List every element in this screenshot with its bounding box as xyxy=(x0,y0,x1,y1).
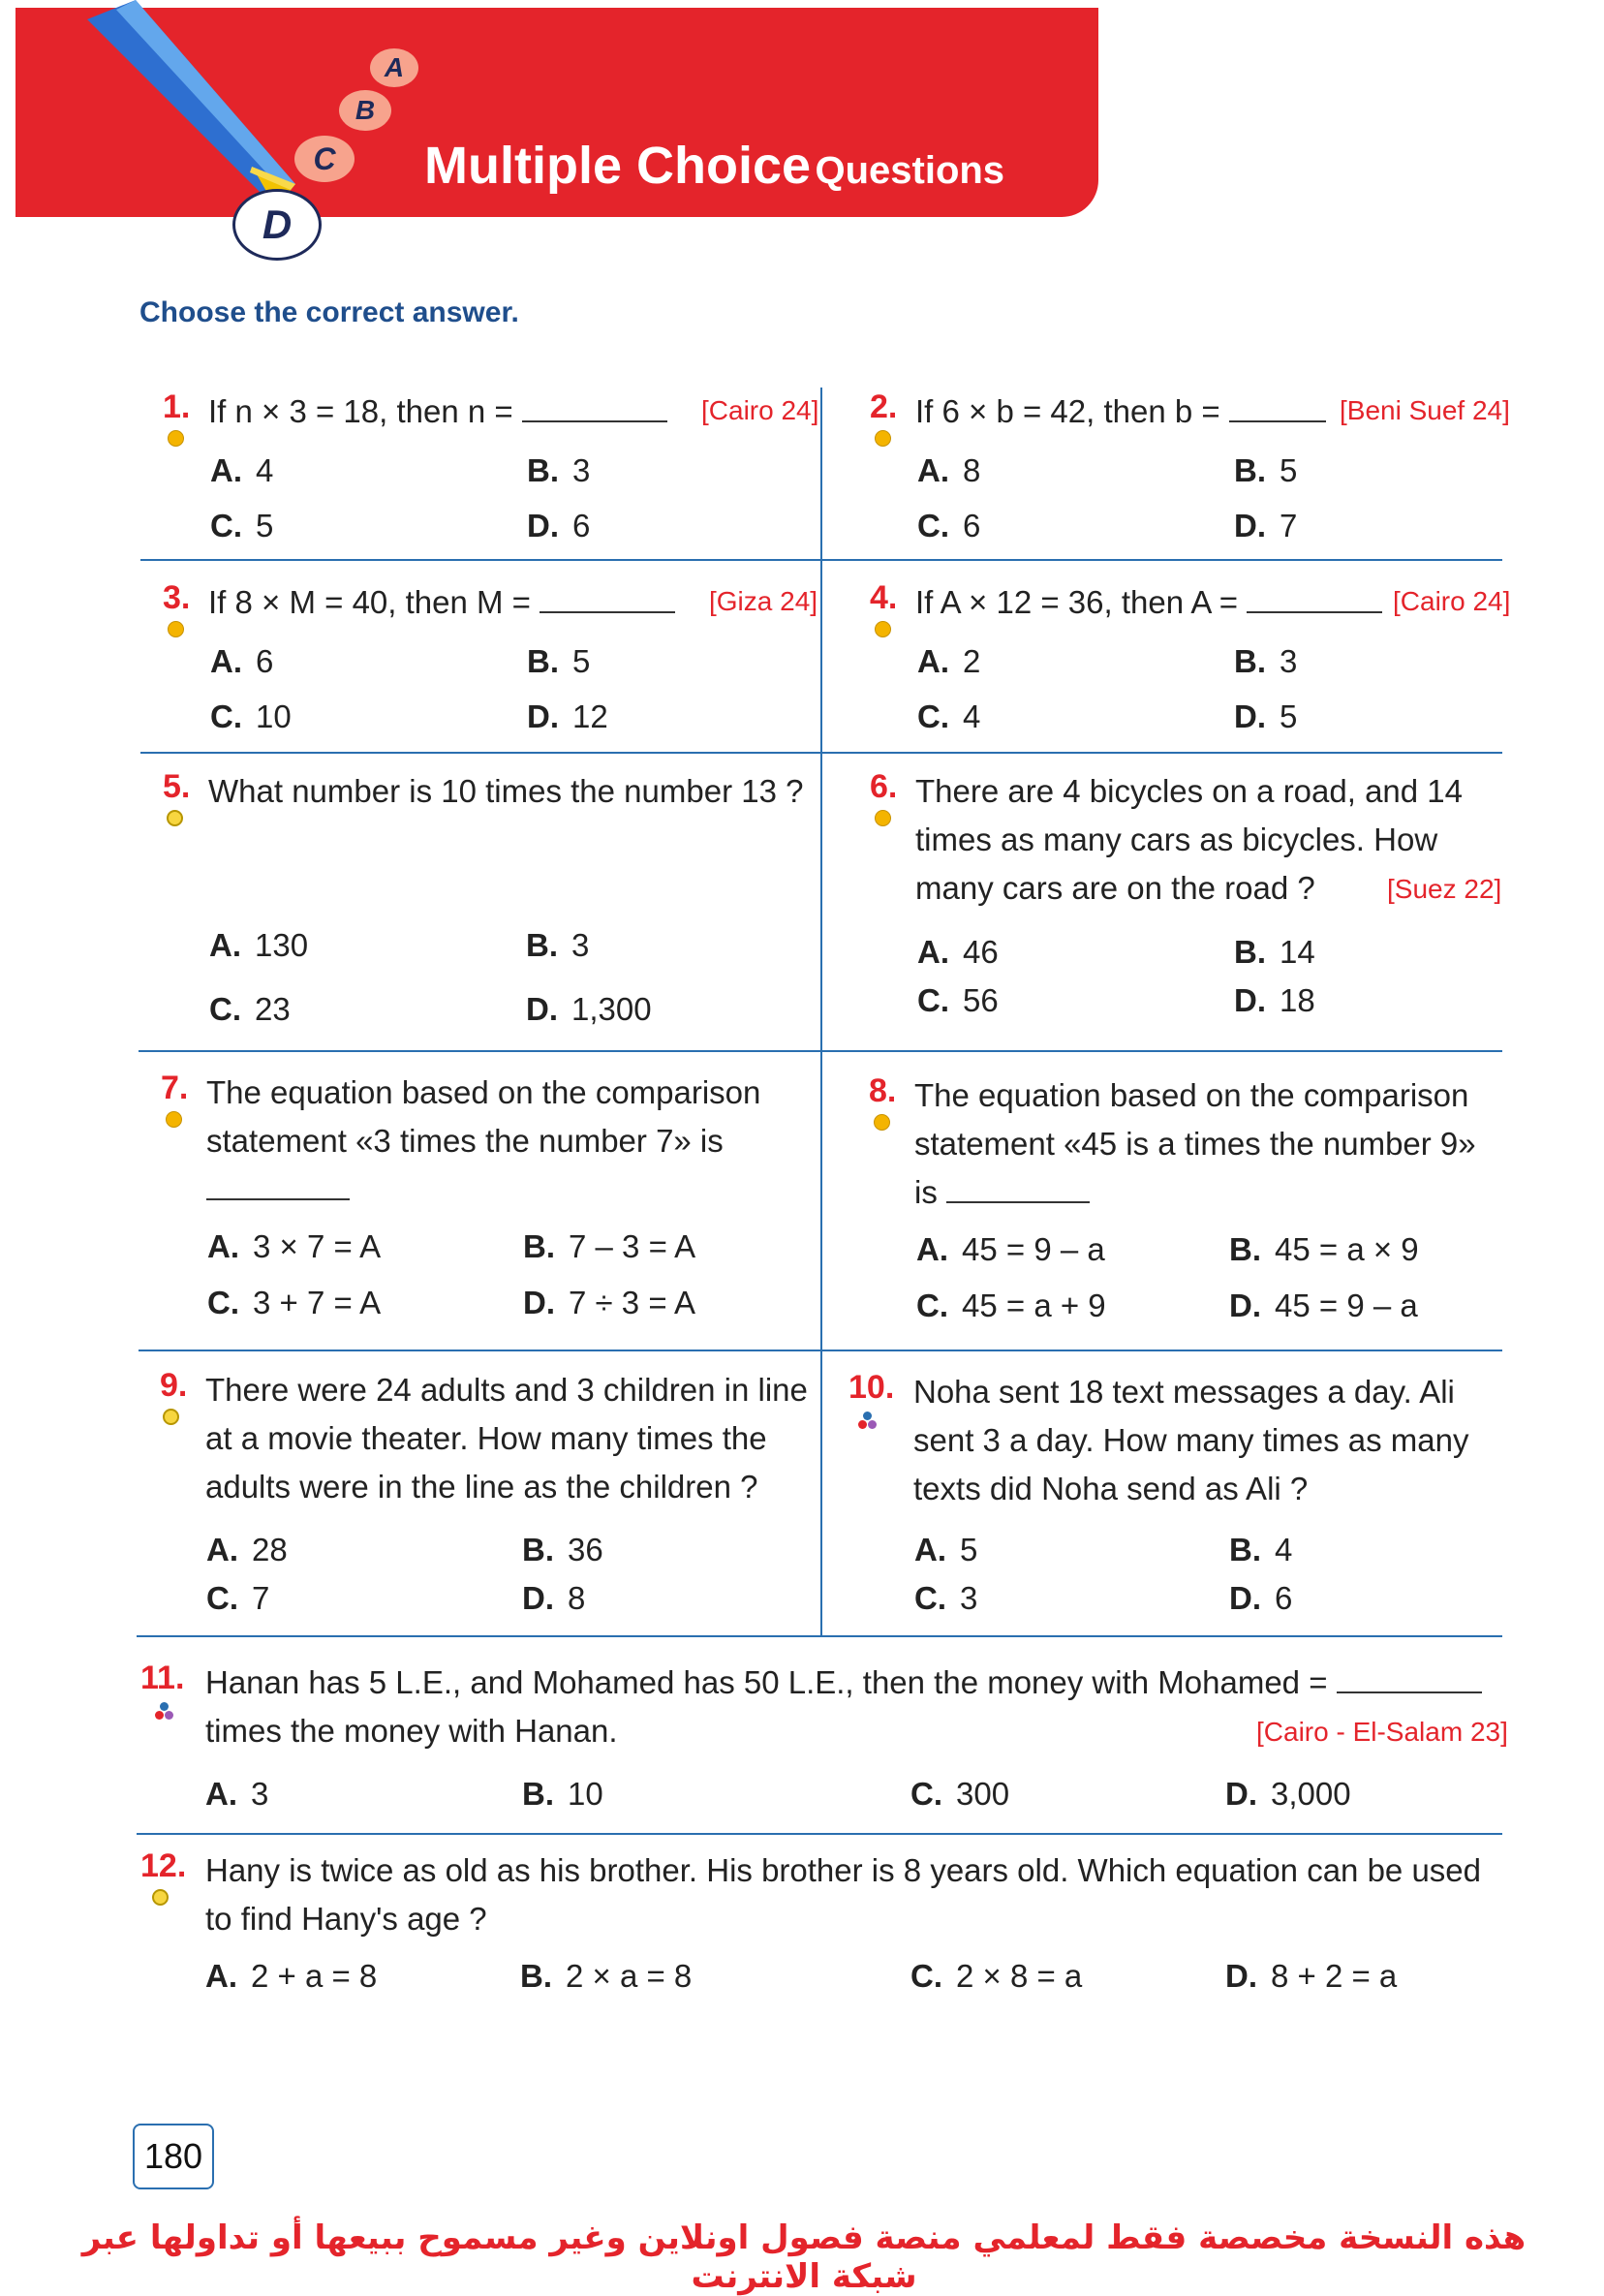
question-number: 11. xyxy=(140,1660,185,1696)
option-c[interactable]: C. 10 xyxy=(210,698,292,734)
question-number: 5. xyxy=(163,768,191,805)
option-a[interactable]: A. 130 xyxy=(209,927,309,963)
option-d[interactable]: D. 8 xyxy=(522,1580,586,1616)
question-number: 3. xyxy=(163,579,191,616)
question-text: Hanan has 5 L.E., and Mohamed has 50 L.E., then the money with Mohamed = xyxy=(205,1659,1482,1707)
question-marker-dot xyxy=(167,810,183,826)
row-divider xyxy=(139,1050,1502,1052)
question-5 xyxy=(163,767,812,1039)
row-divider xyxy=(137,1833,1502,1835)
instruction-text: Choose the correct answer. xyxy=(139,296,519,328)
option-b[interactable]: B. 2 × a = 8 xyxy=(520,1958,693,1994)
option-c[interactable]: C. 23 xyxy=(209,991,291,1027)
question-marker-dot xyxy=(160,1702,169,1711)
question-marker-dot xyxy=(858,1420,867,1429)
question-text: The equation based on the comparison statement «45 is a times the number 9» is xyxy=(914,1077,1476,1210)
question-number: 4. xyxy=(870,579,898,616)
option-d[interactable]: D. 8 + 2 = a xyxy=(1225,1958,1398,1994)
question-6 xyxy=(870,767,1509,1039)
footer-notice: هذه النسخة مخصصة فقط لمعلمي منصة فصول اونلاين وغير مسموح ببيعها أو تداولها عبر شبكة الانترنت xyxy=(81,2218,1527,2296)
question-marker-dot xyxy=(155,1711,164,1720)
option-d[interactable]: D. 1,300 xyxy=(526,991,652,1027)
question-text-line-2: to find Hany's age ? xyxy=(205,1901,487,1937)
option-a[interactable]: A. 5 xyxy=(914,1532,978,1567)
option-d[interactable]: D. 45 = 9 – a xyxy=(1229,1288,1418,1323)
option-c[interactable]: C. 4 xyxy=(917,698,981,734)
question-marker-dot xyxy=(165,1711,173,1720)
question-marker-dot xyxy=(875,430,891,447)
question-text: The equation based on the comparison statement «3 times the number 7» is xyxy=(206,1069,797,1214)
question-marker-dot xyxy=(163,1409,179,1425)
option-d[interactable]: D. 7 xyxy=(1234,508,1298,543)
option-d[interactable]: D. 18 xyxy=(1234,982,1315,1018)
letter-d-badge: D xyxy=(232,189,322,261)
question-marker-dot xyxy=(168,430,184,447)
question-text: Hany is twice as old as his brother. His brother is 8 years old. Which equation can be used xyxy=(205,1852,1482,1888)
page-number: 180 xyxy=(133,2124,214,2189)
question-text-line-2: times the money with Hanan. xyxy=(205,1713,618,1749)
option-c[interactable]: C. 7 xyxy=(206,1580,270,1616)
row-divider xyxy=(140,559,1502,561)
source-tag: [Cairo 24] xyxy=(701,395,819,425)
option-c[interactable]: C. 3 + 7 = A xyxy=(207,1285,382,1320)
question-marker-dot xyxy=(152,1889,169,1906)
option-a[interactable]: A. 8 xyxy=(917,452,981,488)
question-marker-dot xyxy=(863,1412,872,1420)
question-4 xyxy=(870,578,1509,743)
option-a[interactable]: A. 3 xyxy=(205,1776,269,1812)
option-d[interactable]: D. 6 xyxy=(527,508,591,543)
option-a[interactable]: A. 2 xyxy=(917,643,981,679)
question-number: 7. xyxy=(161,1070,189,1106)
source-tag: [Cairo 24] xyxy=(1393,586,1511,616)
question-number: 8. xyxy=(869,1072,897,1109)
option-b[interactable]: B. 45 = a × 9 xyxy=(1229,1231,1419,1267)
question-number: 6. xyxy=(870,768,898,805)
question-marker-dot xyxy=(874,1114,890,1131)
option-a[interactable]: A. 6 xyxy=(210,643,274,679)
question-1 xyxy=(163,388,819,552)
question-text: If n × 3 = 18, then n = xyxy=(208,388,667,436)
question-text: There were 24 adults and 3 children in line at a movie theater. How many times the adults were in the line as the children ? xyxy=(205,1372,808,1505)
question-number: 2. xyxy=(870,388,898,425)
question-text: What number is 10 times the number 13 ? xyxy=(208,773,804,809)
option-a[interactable]: A. 46 xyxy=(917,934,999,970)
option-d[interactable]: D. 7 ÷ 3 = A xyxy=(523,1285,695,1320)
option-c[interactable]: C. 56 xyxy=(917,982,999,1018)
source-tag: [Giza 24] xyxy=(709,586,818,616)
question-marker-dot xyxy=(868,1420,877,1429)
question-marker-dot xyxy=(875,810,891,826)
question-12 xyxy=(140,1846,1506,2011)
option-c[interactable]: C. 3 xyxy=(914,1580,978,1616)
option-b[interactable]: B. 36 xyxy=(522,1532,603,1567)
question-marker-dot xyxy=(875,621,891,637)
source-tag: [Beni Suef 24] xyxy=(1340,395,1510,425)
question-8 xyxy=(869,1071,1508,1343)
question-text: If A × 12 = 36, then A = xyxy=(915,578,1382,627)
source-tag: [Suez 22] xyxy=(1387,874,1502,904)
option-a[interactable]: A. 2 + a = 8 xyxy=(205,1958,378,1994)
question-number: 1. xyxy=(163,388,191,425)
option-b[interactable]: B. 5 xyxy=(1234,452,1298,488)
letter-b-badge: B xyxy=(339,90,391,131)
question-text: Noha sent 18 text messages a day. Ali sent 3 a day. How many times as many texts did Noha send as Ali ? xyxy=(913,1374,1469,1506)
question-number: 12. xyxy=(140,1847,187,1884)
question-text: If 8 × M = 40, then M = xyxy=(208,578,675,627)
row-divider xyxy=(139,1350,1502,1351)
option-c[interactable]: C. 6 xyxy=(917,508,981,543)
question-text: There are 4 bicycles on a road, and 14 times as many cars as bicycles. How many cars are on the road ? xyxy=(915,773,1464,906)
option-a[interactable]: A. 3 × 7 = A xyxy=(207,1228,382,1264)
option-d[interactable]: D. 6 xyxy=(1229,1580,1293,1616)
letter-a-badge: A xyxy=(370,48,418,87)
question-text: If 6 × b = 42, then b = xyxy=(915,388,1326,436)
option-c[interactable]: C. 5 xyxy=(210,508,274,543)
question-7 xyxy=(161,1069,810,1340)
source-tag: [Cairo - El-Salam 23] xyxy=(1256,1717,1508,1747)
question-number: 10. xyxy=(848,1369,895,1406)
question-3 xyxy=(163,578,818,743)
letter-c-badge: C xyxy=(294,136,355,182)
option-d[interactable]: D. 5 xyxy=(1234,698,1298,734)
option-c[interactable]: C. 2 × 8 = a xyxy=(910,1958,1083,1994)
title-sub: Questions xyxy=(815,149,1005,192)
option-b[interactable]: B. 7 – 3 = A xyxy=(523,1228,696,1264)
option-b[interactable]: B. 14 xyxy=(1234,934,1315,970)
option-c[interactable]: C. 45 = a + 9 xyxy=(916,1288,1106,1323)
option-a[interactable]: A. 45 = 9 – a xyxy=(916,1231,1105,1267)
title-main: Multiple Choice xyxy=(424,137,812,195)
option-a[interactable]: A. 4 xyxy=(210,452,274,488)
option-a[interactable]: A. 28 xyxy=(206,1532,288,1567)
row-divider xyxy=(140,752,1502,754)
column-divider xyxy=(820,388,822,1635)
option-c[interactable]: C. 300 xyxy=(910,1776,1010,1812)
page-title xyxy=(424,136,1004,196)
option-d[interactable]: D. 12 xyxy=(527,698,608,734)
question-marker-dot xyxy=(166,1111,182,1128)
option-d[interactable]: D. 3,000 xyxy=(1225,1776,1351,1812)
question-10 xyxy=(848,1368,1507,1639)
option-b[interactable]: B. 5 xyxy=(527,643,591,679)
option-b[interactable]: B. 3 xyxy=(527,452,591,488)
question-number: 9. xyxy=(160,1367,188,1404)
question-11 xyxy=(140,1659,1506,1823)
option-b[interactable]: B. 3 xyxy=(526,927,590,963)
question-marker-dot xyxy=(168,621,184,637)
option-b[interactable]: B. 10 xyxy=(522,1776,603,1812)
option-b[interactable]: B. 3 xyxy=(1234,643,1298,679)
question-2 xyxy=(870,388,1509,552)
question-9 xyxy=(160,1366,818,1637)
option-b[interactable]: B. 4 xyxy=(1229,1532,1293,1567)
